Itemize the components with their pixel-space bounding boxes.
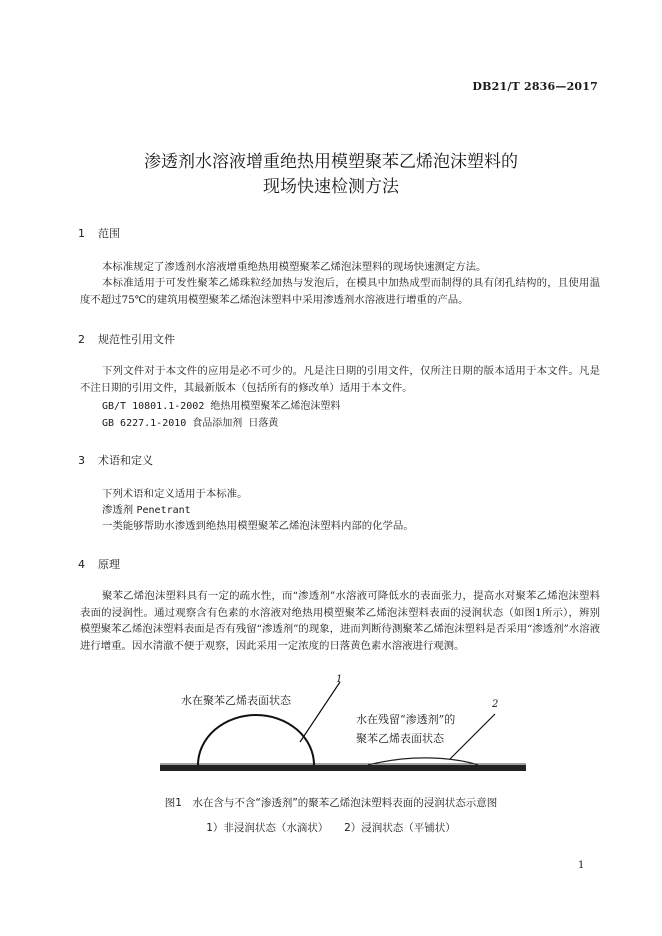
section-3-paragraph-1: 下列术语和定义适用于本标准。 (102, 488, 248, 500)
section-1-paragraph-1: 本标准规定了渗透剂水溶液增重绝热用模塑聚苯乙烯泡沫塑料的现场快速测定方法。 (102, 261, 487, 273)
figure-label-1: 水在聚苯乙烯表面状态 (181, 694, 291, 707)
page-title-line1: 渗透剂水溶液增重绝热用模塑聚苯乙烯泡沫塑料的 (144, 152, 518, 172)
page-title-line2: 现场快速检测方法 (263, 177, 399, 197)
figure-subcaption: 1）非浸润状态（水滴状） 2）浸润状态（平铺状） (206, 822, 456, 834)
section-2-number: 2 (78, 333, 85, 346)
section-2-title: 规范性引用文件 (98, 333, 175, 346)
section-3-number: 3 (78, 454, 85, 467)
term-en: Penetrant (136, 505, 191, 516)
leader-line-2 (450, 714, 495, 759)
term-entry (102, 502, 582, 520)
term-zh: 渗透剂 (102, 504, 134, 516)
page-number: 1 (578, 860, 585, 871)
water-droplet-shape (198, 715, 314, 765)
figure-label-2-line2: 聚苯乙烯表面状态 (356, 732, 444, 745)
document-code: DB21/T 2836—2017 (472, 80, 598, 93)
reference-2: GB 6227.1-2010 食品添加剂 日落黄 (102, 418, 279, 429)
foam-surface (160, 765, 526, 771)
figure-caption: 图1 水在含与不含“渗透剂”的聚苯乙烯泡沫塑料表面的浸润状态示意图 (164, 797, 498, 809)
reference-1: GB/T 10801.1-2002 绝热用模塑聚苯乙烯泡沫塑料 (102, 401, 341, 412)
leader-line-1 (300, 682, 340, 742)
section-3-title: 术语和定义 (98, 454, 153, 467)
section-2-heading (78, 331, 175, 347)
figure-marker-1: 1 (336, 674, 343, 685)
section-1-number: 1 (78, 227, 85, 240)
section-4-number: 4 (78, 558, 85, 571)
wetting-state-figure (160, 672, 532, 784)
section-4-title: 原理 (98, 558, 120, 571)
section-1-title: 范围 (98, 227, 120, 240)
section-1-heading (78, 225, 120, 241)
section-2-paragraph-1: 下列文件对于本文件的应用是必不可少的。凡是注日期的引用文件，仅所注日期的版本适用于本文件。凡是不注日期的引用文件，其最新版本（包括所有的修改单）适用于本文件。 (80, 365, 600, 394)
figure-marker-2: 2 (492, 699, 499, 710)
section-4-heading (78, 556, 120, 572)
section-3-heading (78, 452, 153, 468)
section-1-paragraph-2: 本标准适用于可发性聚苯乙烯珠粒经加热与发泡后，在模具中加热成型而制得的具有闭孔结构的，且使用温度不超过75℃的建筑用模塑聚苯乙烯泡沫塑料中采用渗透剂水溶液进行增重的产品。 (80, 277, 600, 306)
figure-label-2-line1: 水在残留“渗透剂”的 (356, 713, 456, 726)
section-4-paragraph-1: 聚苯乙烯泡沫塑料具有一定的疏水性，而“渗透剂”水溶液可降低水的表面张力，提高水对聚苯乙烯泡沫塑料表面的浸润性。通过观察含有色素的水溶液对绝热用模塑聚苯乙烯泡沫塑料表面的浸润状态（如图1所示），辨别模塑聚苯乙烯泡沫塑料表面是否有残留“渗透剂”的现象，进而判断待测聚苯乙烯泡沫塑料是否采用“渗透剂”水溶液进行增重。因水清澈不便于观察，因此采用一定浓度的日落黄色素水溶液进行观测。 (80, 590, 600, 652)
term-definition: 一类能够帮助水渗透到绝热用模塑聚苯乙烯泡沫塑料内部的化学品。 (102, 520, 414, 532)
